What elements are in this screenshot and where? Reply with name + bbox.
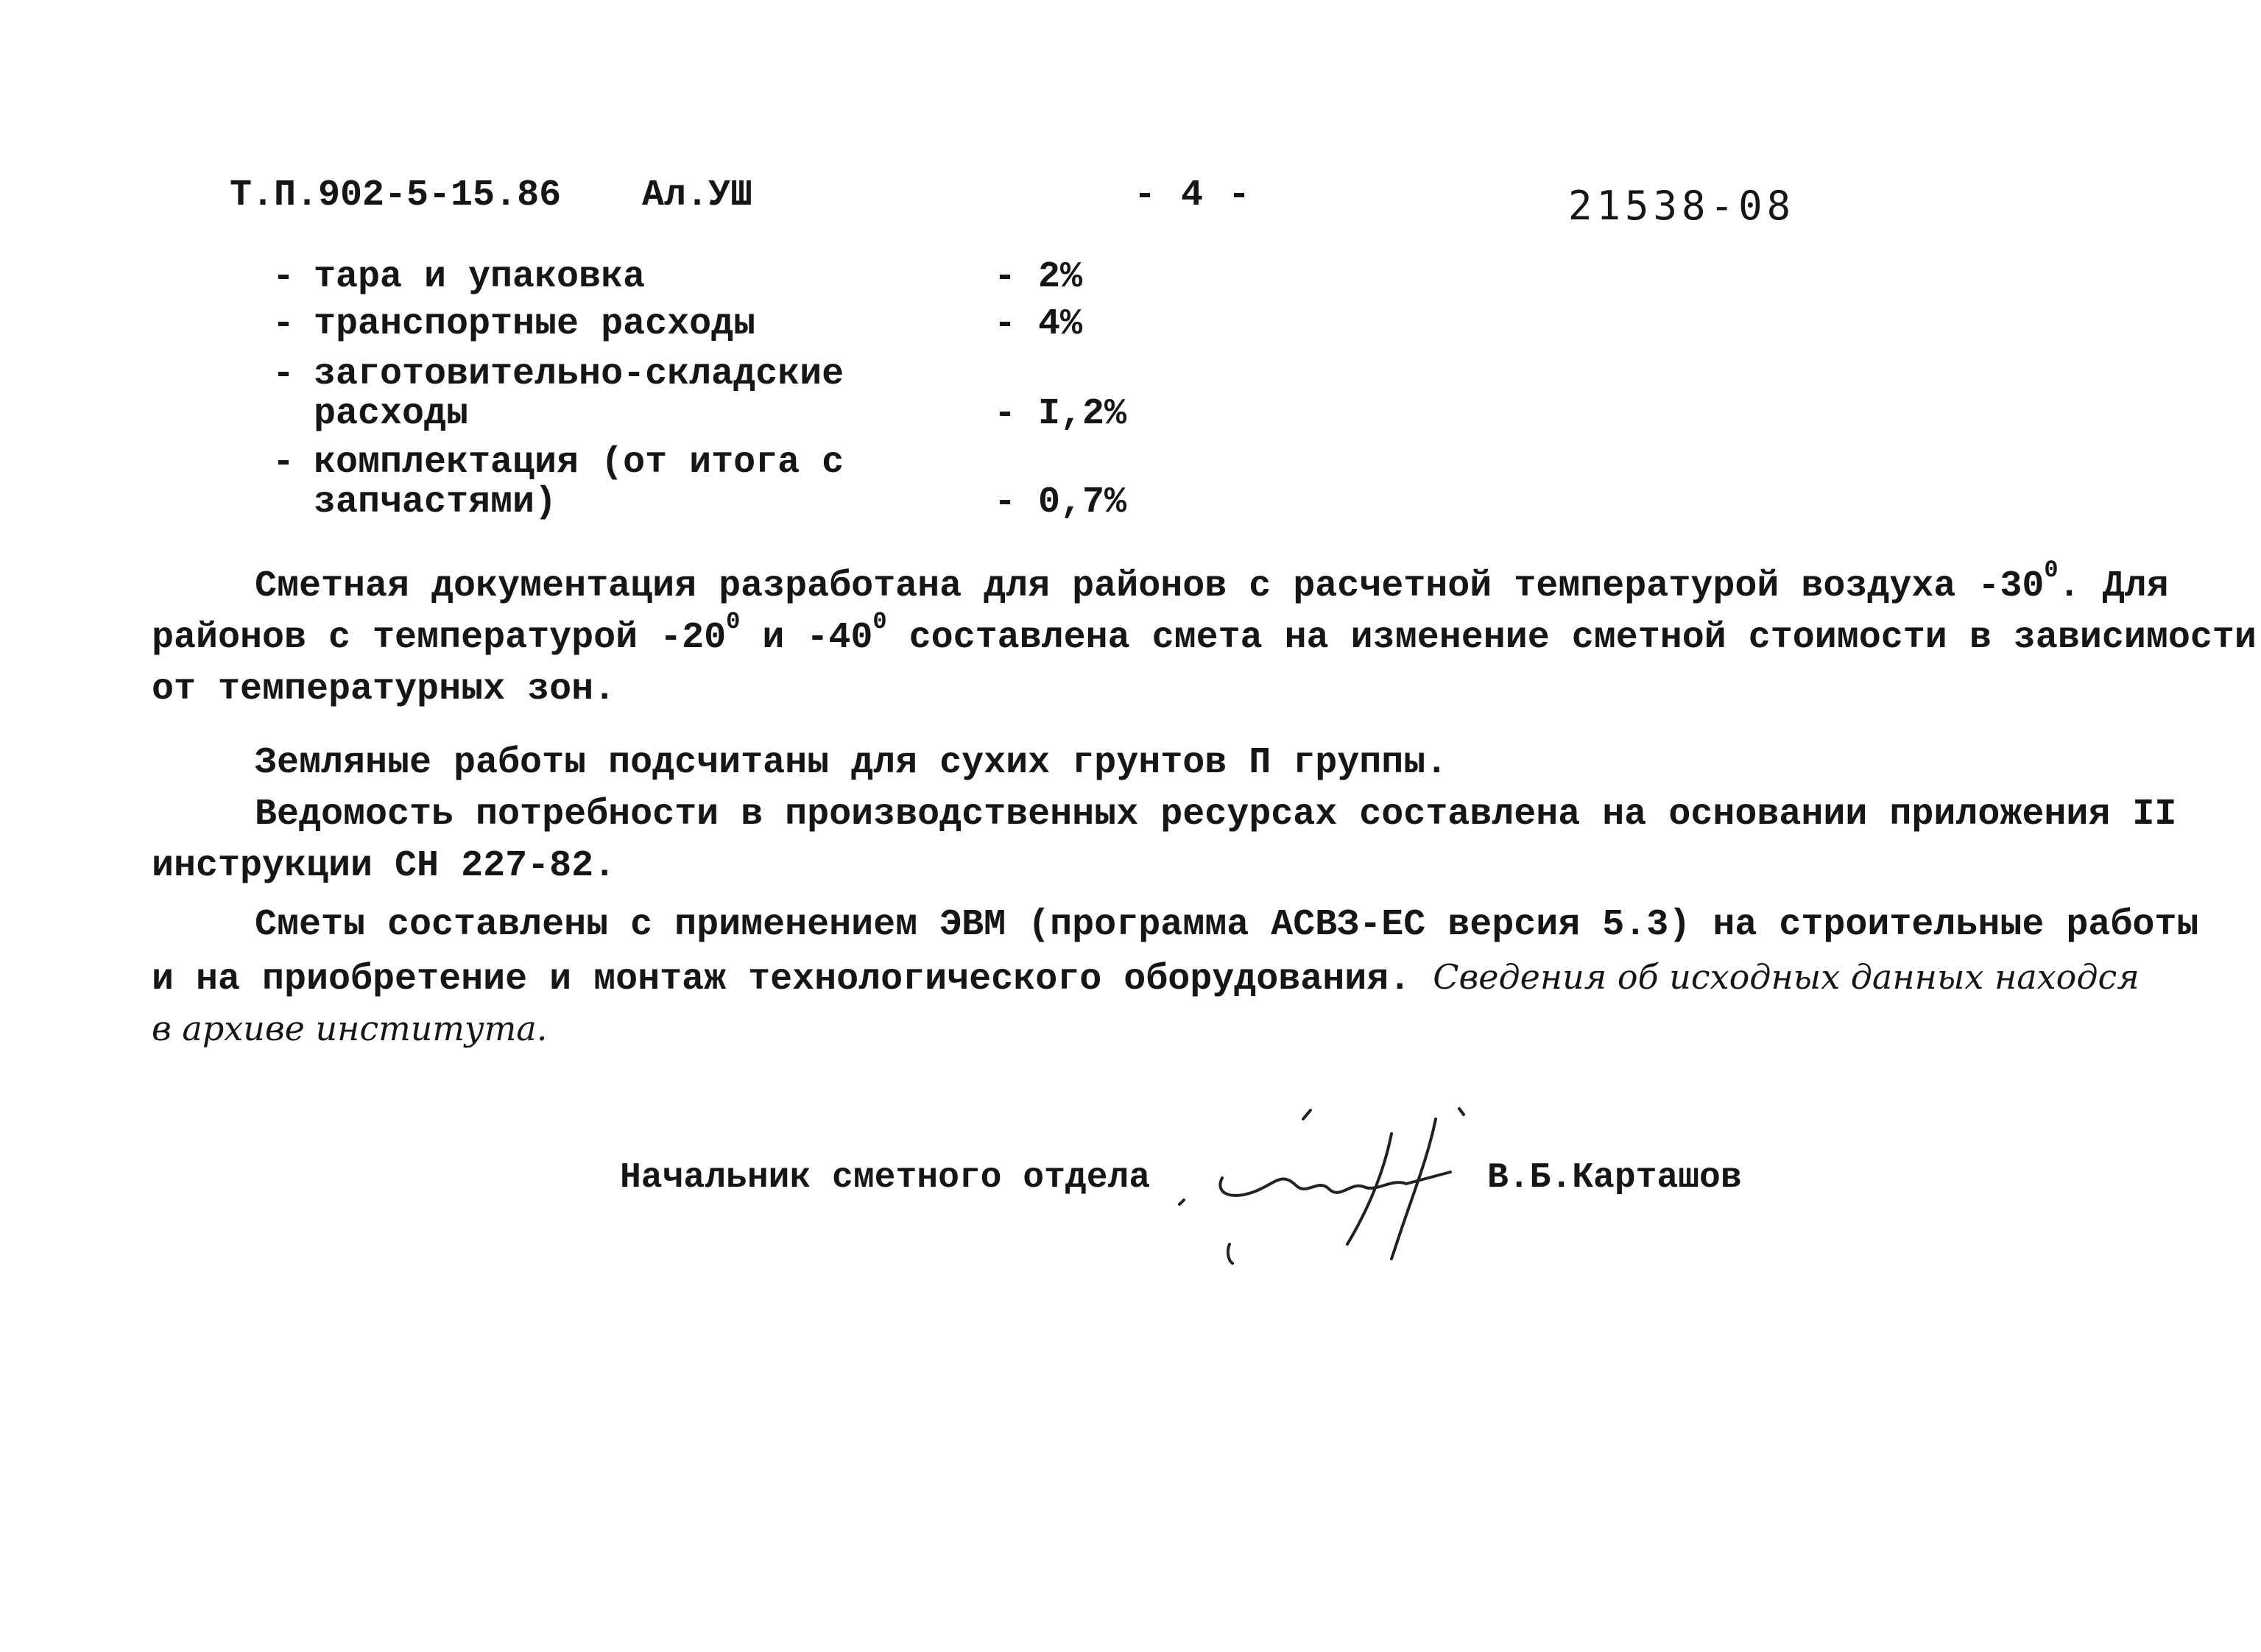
degree-superscript: 0	[2044, 557, 2059, 584]
list-item-value: - 4%	[994, 303, 1083, 345]
degree-superscript: 0	[726, 608, 741, 635]
list-item-value: - 0,7%	[994, 481, 1127, 523]
text-run: районов с температурой -20	[152, 617, 727, 659]
album-number: Ал.УШ	[642, 174, 753, 216]
paragraph-estimates	[152, 900, 2199, 1054]
paragraph-line	[152, 557, 2169, 613]
paragraph-line: Земляные работы подсчитаны для сухих грунтов П группы.	[255, 742, 1448, 784]
list-dash: -	[272, 442, 295, 484]
list-item-label: тара и упаковка	[314, 256, 646, 298]
paragraph-line: инструкции СН 227-82.	[152, 845, 616, 887]
paragraph-resources	[152, 789, 2177, 892]
list-item-label-line: расходы	[314, 393, 469, 435]
project-code: Т.П.902-5-15.86	[230, 174, 562, 216]
list-item-label-line: комплектация (от итога с	[314, 442, 844, 484]
signature-title: Начальник сметного отдела	[620, 1158, 1151, 1198]
text-run: и на приобретение и монтаж технологического оборудования.	[152, 959, 1433, 1000]
paragraph-line	[152, 608, 2257, 664]
handwritten-text: Сведения об исходных данных находся	[1433, 957, 2140, 997]
text-run: Сметная документация разработана для районов с расчетной температурой воздуха -30	[255, 565, 2045, 607]
list-item-label-line: запчастями)	[314, 481, 557, 523]
list-item-label	[314, 355, 1050, 434]
list-item	[272, 305, 1230, 352]
list-dash: -	[272, 303, 295, 345]
list-item-label	[314, 443, 1050, 523]
paragraph-line	[152, 951, 2140, 1003]
list-dash: -	[272, 256, 295, 298]
text-run: и -40	[740, 617, 873, 659]
list-item-value: - I,2%	[994, 393, 1127, 435]
paragraph-temperature	[152, 557, 2257, 716]
handwritten-signature	[1171, 1090, 1509, 1281]
signatory-name: В.Б.Карташов	[1487, 1158, 1742, 1198]
text-run: составлена смета на изменение сметной стоимости в зависимости	[886, 617, 2257, 659]
overhead-list	[272, 258, 1230, 529]
list-dash: -	[272, 353, 295, 395]
list-item	[272, 355, 1230, 440]
list-item	[272, 258, 1230, 305]
list-item	[272, 443, 1230, 529]
paragraph-line: Ведомость потребности в производственных ресурсах составлена на основании приложения II	[255, 794, 2177, 836]
page-number: - 4 -	[1134, 174, 1252, 216]
paragraph-line: от температурных зон.	[152, 668, 616, 710]
degree-superscript: 0	[872, 608, 887, 635]
handwritten-text: в архиве института.	[152, 1009, 548, 1048]
text-run: . Для	[2058, 565, 2169, 607]
list-item-value: - 2%	[994, 256, 1083, 298]
paragraph-line: Сметы составлены с применением ЭВМ (программа АСВЗ-ЕС версия 5.3) на строительные работы	[255, 904, 2199, 946]
list-item-label-line: заготовительно-складские	[314, 353, 844, 395]
document-number: 21538-08	[1568, 183, 1796, 229]
list-item-label: транспортные расходы	[314, 303, 756, 345]
paragraph-earthworks	[152, 738, 2125, 789]
